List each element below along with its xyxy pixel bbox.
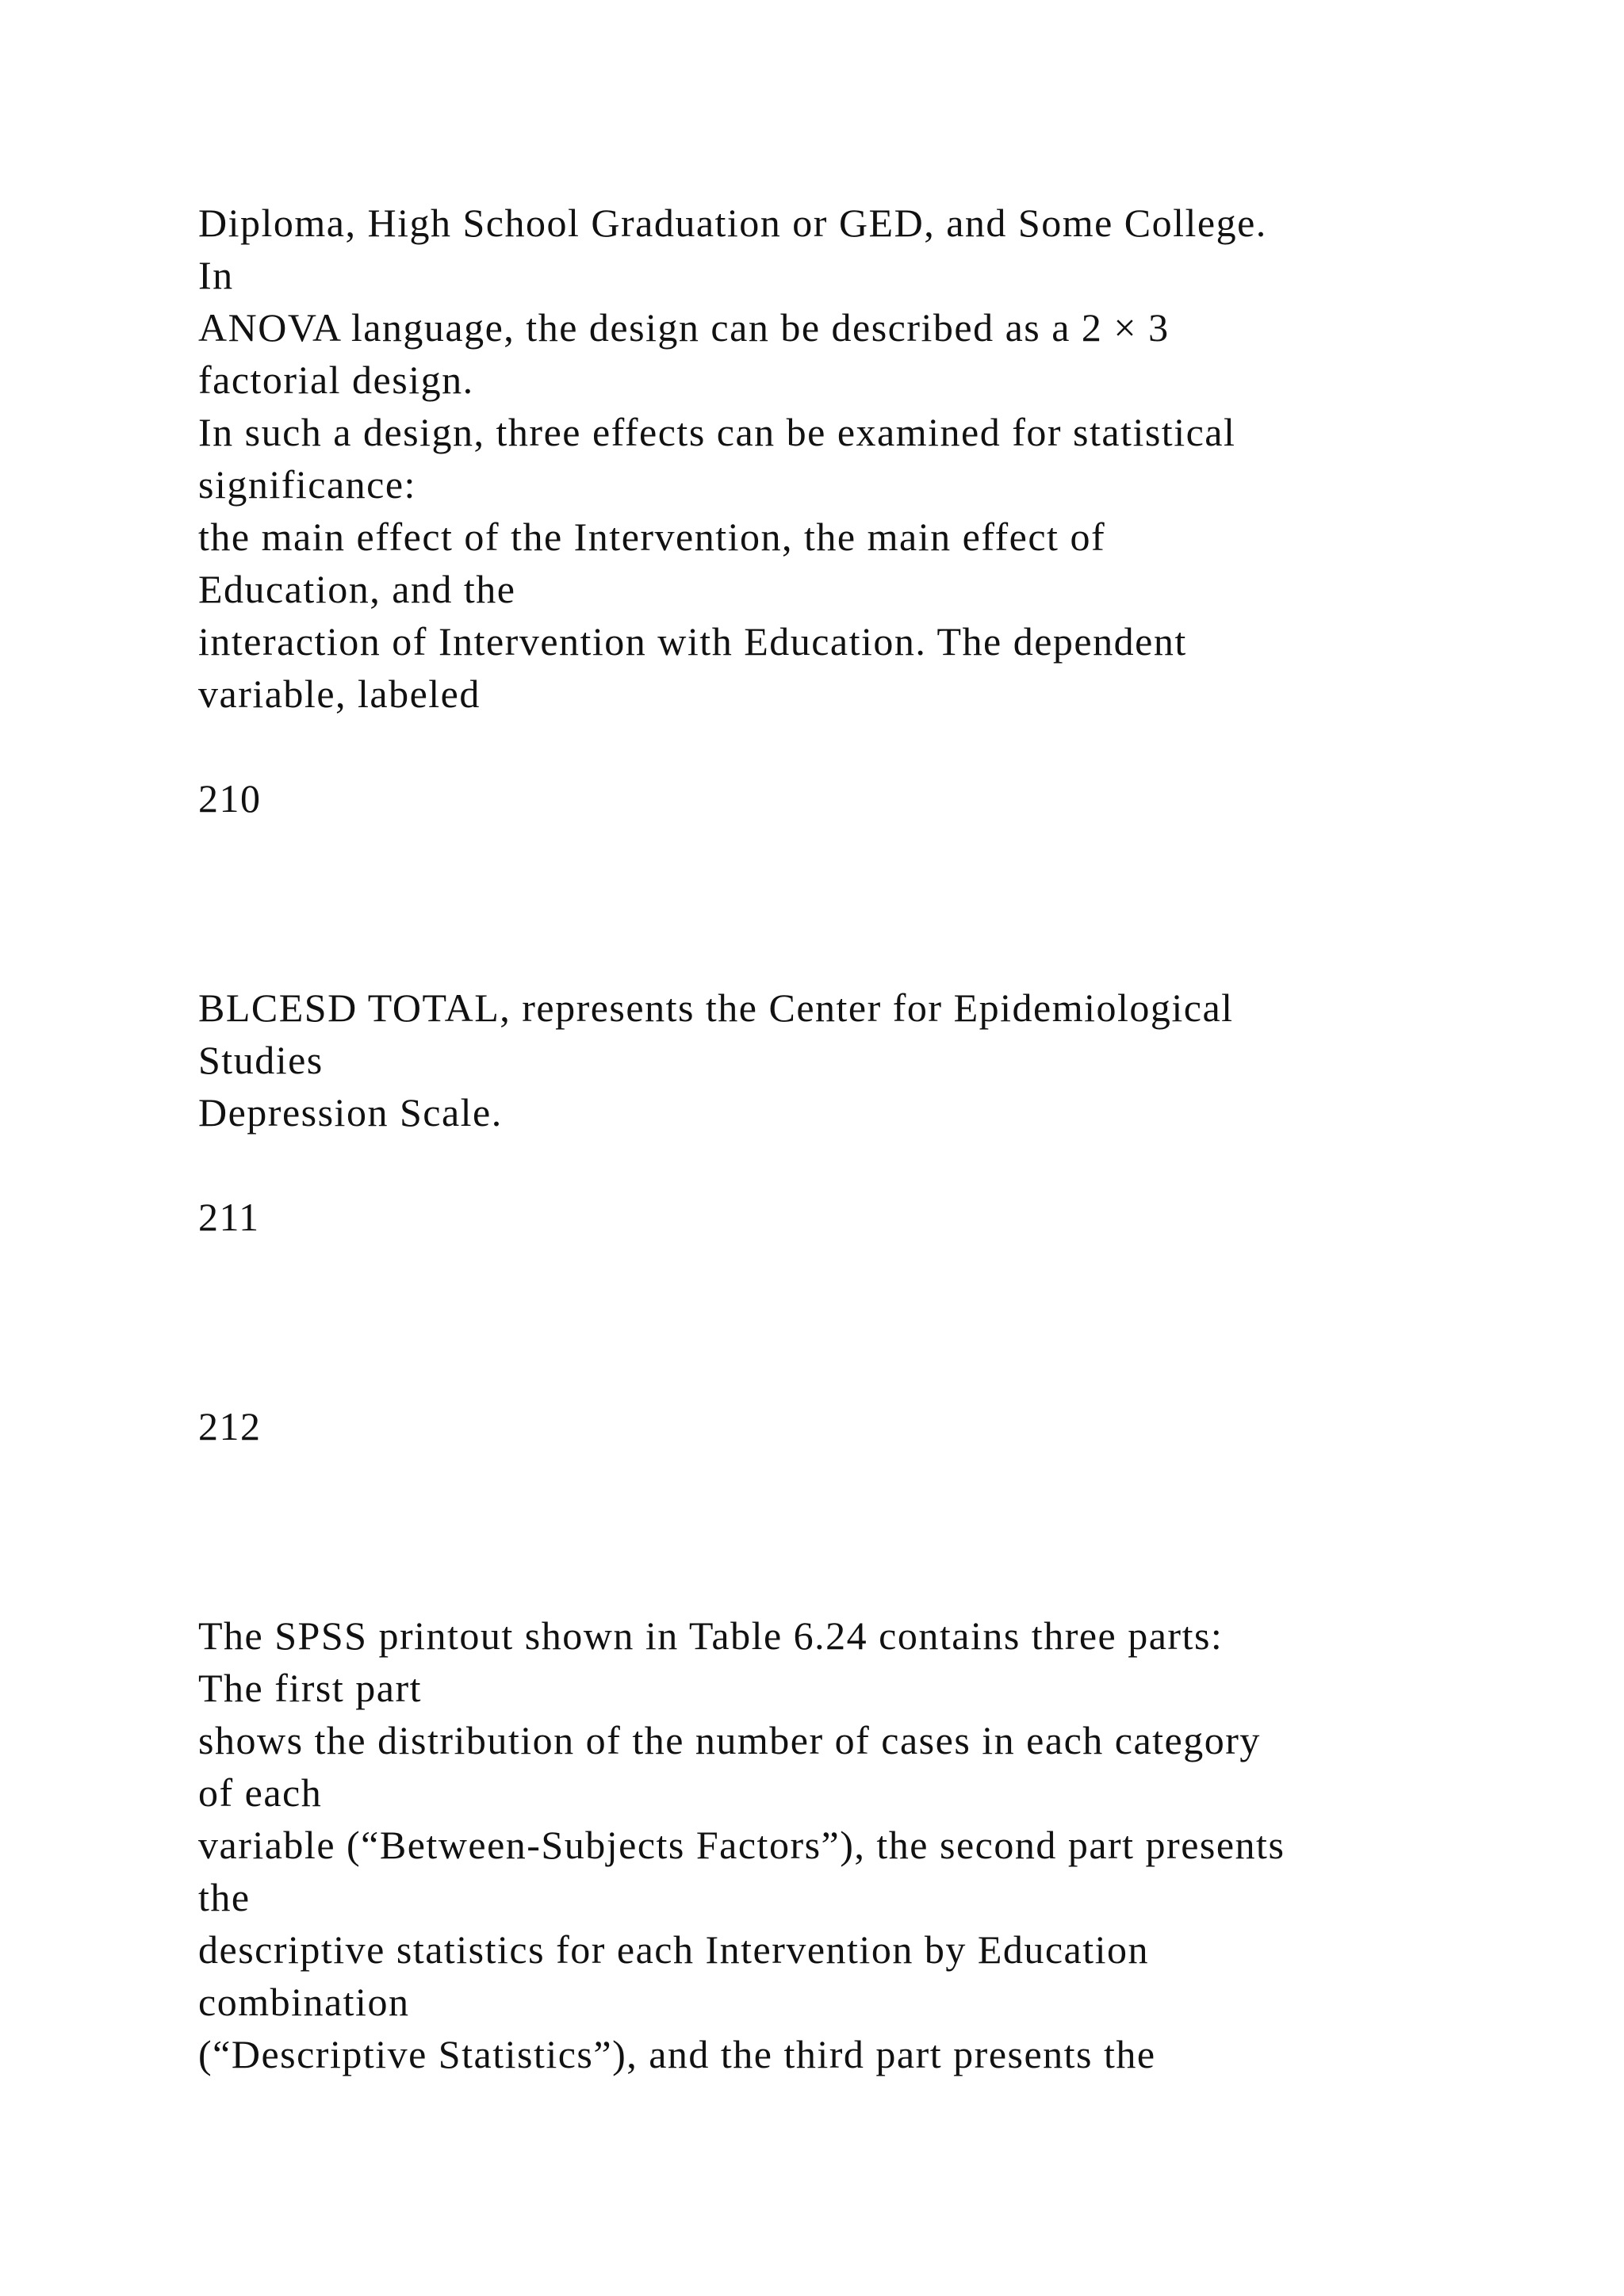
text-line: significance:: [198, 462, 416, 507]
text-line: combination: [198, 1980, 410, 2024]
text-line: Diploma, High School Graduation or GED, and Some College.: [198, 201, 1267, 245]
text-line: ANOVA language, the design can be described as a 2 × 3: [198, 305, 1170, 350]
text-line: descriptive statistics for each Intervention by Education: [198, 1927, 1150, 1972]
text-line: interaction of Intervention with Education. The dependent: [198, 619, 1187, 664]
text-line: variable, labeled: [198, 672, 481, 716]
page-number: 212: [198, 1404, 262, 1448]
text-line: BLCESD TOTAL, represents the Center for Epidemiological: [198, 985, 1234, 1030]
text-line: shows the distribution of the number of cases in each category: [198, 1718, 1261, 1762]
text-line: In such a design, three effects can be examined for statistical: [198, 410, 1236, 454]
text-line: In: [198, 253, 234, 297]
text-line: (“Descriptive Statistics”), and the third part presents the: [198, 2032, 1156, 2076]
text-line: the: [198, 1875, 251, 1919]
text-line: The SPSS printout shown in Table 6.24 contains three parts:: [198, 1613, 1224, 1658]
text-line: factorial design.: [198, 358, 474, 402]
text-line: Depression Scale.: [198, 1090, 503, 1135]
text-line: of each: [198, 1770, 323, 1815]
text-line: The first part: [198, 1666, 423, 1710]
text-line: variable (“Between-Subjects Factors”), the second part presents: [198, 1823, 1285, 1867]
page-number: 210: [198, 776, 262, 821]
page-number: 211: [198, 1195, 260, 1239]
text-line: the main effect of the Intervention, the main effect of: [198, 515, 1106, 559]
text-line: Studies: [198, 1038, 324, 1082]
text-line: Education, and the: [198, 567, 516, 611]
